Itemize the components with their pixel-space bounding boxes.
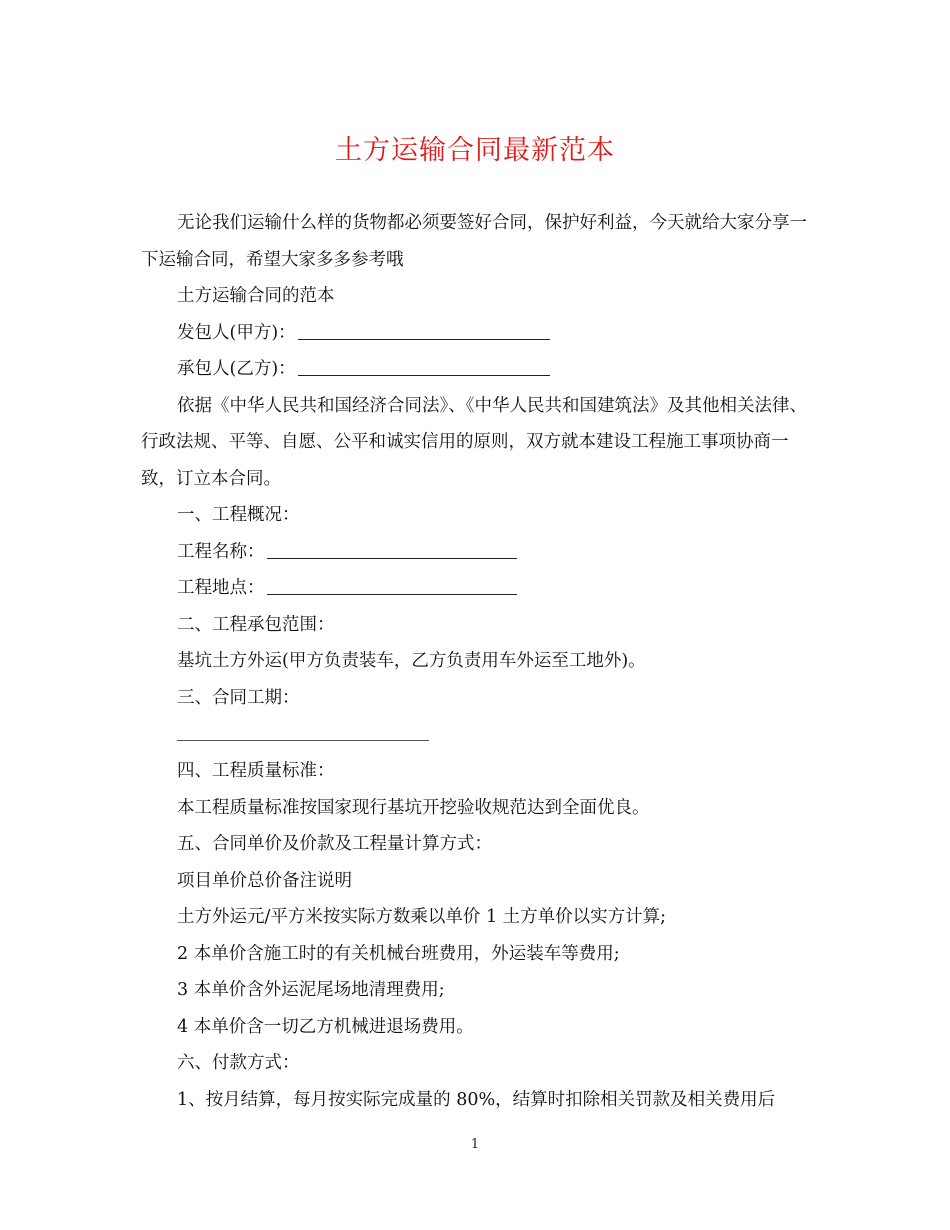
project-name-label: 工程名称： [177, 541, 265, 562]
section2-heading: 二、工程承包范围： [177, 614, 335, 635]
section5-heading: 五、合同单价及价款及工程量计算方式： [177, 834, 492, 854]
section4-text: 本工程质量标准按国家现行基坑开挖验收规范达到全面优良。 [177, 797, 650, 818]
price-table-header: 项目单价总价备注说明 [177, 870, 352, 891]
party-b-line [141, 351, 811, 388]
section1-heading: 一、工程概况： [177, 505, 300, 525]
party-b-blank[interactable] [298, 357, 550, 376]
price-line-3: 3 本单价含外运泥尾场地清理费用; [177, 980, 445, 1000]
party-b-label: 承包人(乙方)： [177, 359, 296, 379]
project-name-line [141, 534, 811, 571]
contract-subtitle: 土方运输合同的范本 [177, 286, 335, 306]
price-line-2: 2 本单价含施工时的有关机械台班费用，外运装车等费用; [177, 943, 620, 964]
basis-paragraph: 依据《中华人民共和国经济合同法》、《中华人民共和国建筑法》及其他相关法律、行政法规、平等、自愿、公平和诚实信用的原则，双方就本建设工程施工事项协商一致，订立本合同。 [141, 395, 807, 489]
section6-heading: 六、付款方式： [177, 1053, 300, 1073]
document-title: 土方运输合同最新范本 [335, 135, 615, 166]
party-a-label: 发包人(甲方)： [177, 322, 296, 343]
project-location-label: 工程地点： [177, 578, 265, 598]
page-number: 1 [470, 1137, 480, 1152]
contract-period-blank[interactable] [177, 716, 429, 741]
payment-line-1: 1、按月结算，每月按实际完成量的 80%，结算时扣除相关罚款及相关费用后 [177, 1089, 776, 1110]
project-name-blank[interactable] [267, 540, 517, 559]
price-line-1: 土方外运元/平方米按实际方数乘以单价 1 土方单价以实方计算; [177, 907, 667, 927]
party-a-blank[interactable] [298, 321, 550, 340]
document-body [141, 205, 811, 1118]
section4-heading: 四、工程质量标准： [177, 761, 335, 781]
section3-heading: 三、合同工期： [177, 687, 300, 708]
project-location-blank[interactable] [267, 576, 517, 595]
party-a-line [141, 315, 811, 352]
price-line-4: 4 本单价含一切乙方机械进退场费用。 [177, 1016, 474, 1037]
section2-text: 基坑土方外运(甲方负责装车，乙方负责用车外运至工地外)。 [177, 651, 646, 671]
intro-paragraph: 无论我们运输什么样的货物都必须要签好合同，保护好利益，今天就给大家分享一下运输合同，希望大家多多参考哦 [141, 213, 807, 270]
project-location-line [141, 570, 811, 607]
